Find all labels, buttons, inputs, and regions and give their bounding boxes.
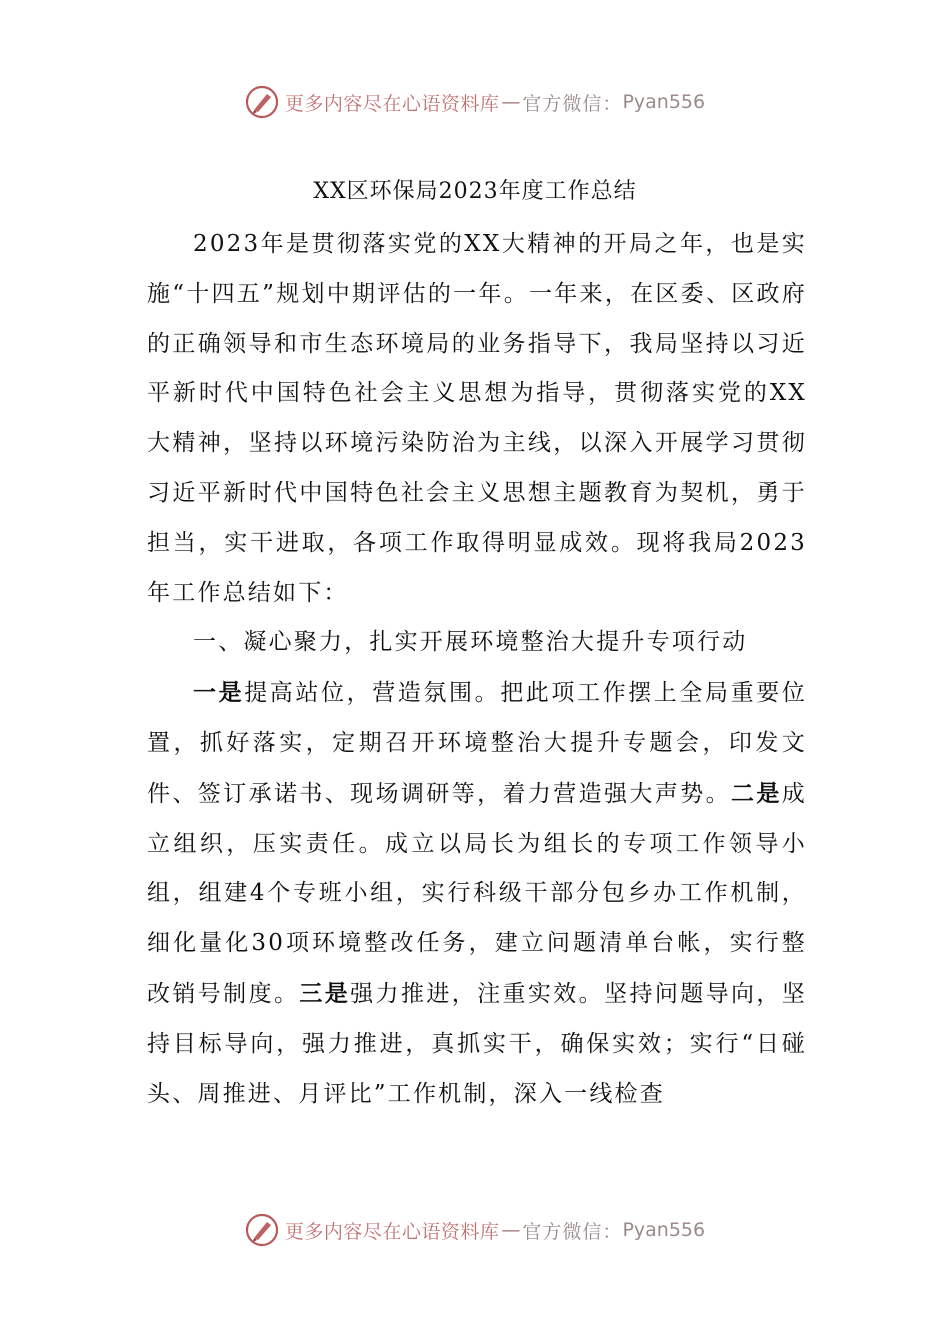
pen-logo-icon [245, 1213, 279, 1247]
intro-paragraph: 2023年是贯彻落实党的XX大精神的开局之年，也是实施“十四五”规划中期评估的一年。一年来，在区委、区政府的正确领导和市生态环境局的业务指导下，我局坚持以习近平新时代中国特色社会主义思想为指导，贯彻落实党的XX大精神，坚持以环境污染防治为主线，以深入开展学习贯彻习近平新时代中国特色社会主义思想主题教育为契机，勇于担当，实干进取，各项工作取得明显成效。现将我局2023年工作总结如下： [147, 231, 807, 606]
item-3-label: 三是 [299, 979, 351, 1007]
item-2-text: 成立组织，压实责任。成立以局长为组长的专项工作领导小组，组建4个专班小组，实行科级干部分包乡办工作机制，细化量化30项环境整改任务，建立问题清单台帐，实行整改销号制度。 [147, 780, 807, 1007]
pen-logo-icon [245, 85, 279, 119]
document-body [147, 220, 807, 1119]
watermark-contact-label: 官方微信： [522, 92, 623, 115]
item-1-text: 提高站位，营造氛围。把此项工作摆上全局重要位置，抓好落实，定期召开环境整治大提升专题会，印发文件、签订承诺书、现场调研等，着力营造强大声势。 [147, 680, 807, 807]
section-heading: 一、凝心聚力，扎实开展环境整治大提升专项行动 [193, 629, 748, 656]
watermark-contact-label: 官方微信： [522, 1220, 623, 1243]
watermark-separator: — [501, 1219, 521, 1241]
footer-watermark [0, 1210, 950, 1250]
watermark-contact-id: Pyan556 [622, 1219, 706, 1241]
document-title: XX区环保局2023年度工作总结 [313, 179, 637, 204]
watermark-separator: — [501, 91, 521, 113]
watermark-contact-id: Pyan556 [622, 91, 706, 113]
watermark-brand: 更多内容尽在心语资料库 [284, 92, 500, 115]
item-2-label: 二是 [731, 779, 782, 807]
item-1-label: 一是 [193, 679, 245, 707]
item-3-text: 强力推进，注重实效。坚持问题导向，坚持目标导向，强力推进，真抓实干，确保实效；实行“日碰头、周推进、月评比”工作机制，深入一线检查 [147, 980, 808, 1107]
section-body-paragraph [147, 668, 807, 1119]
watermark-brand: 更多内容尽在心语资料库 [284, 1220, 500, 1243]
header-watermark [0, 82, 950, 122]
